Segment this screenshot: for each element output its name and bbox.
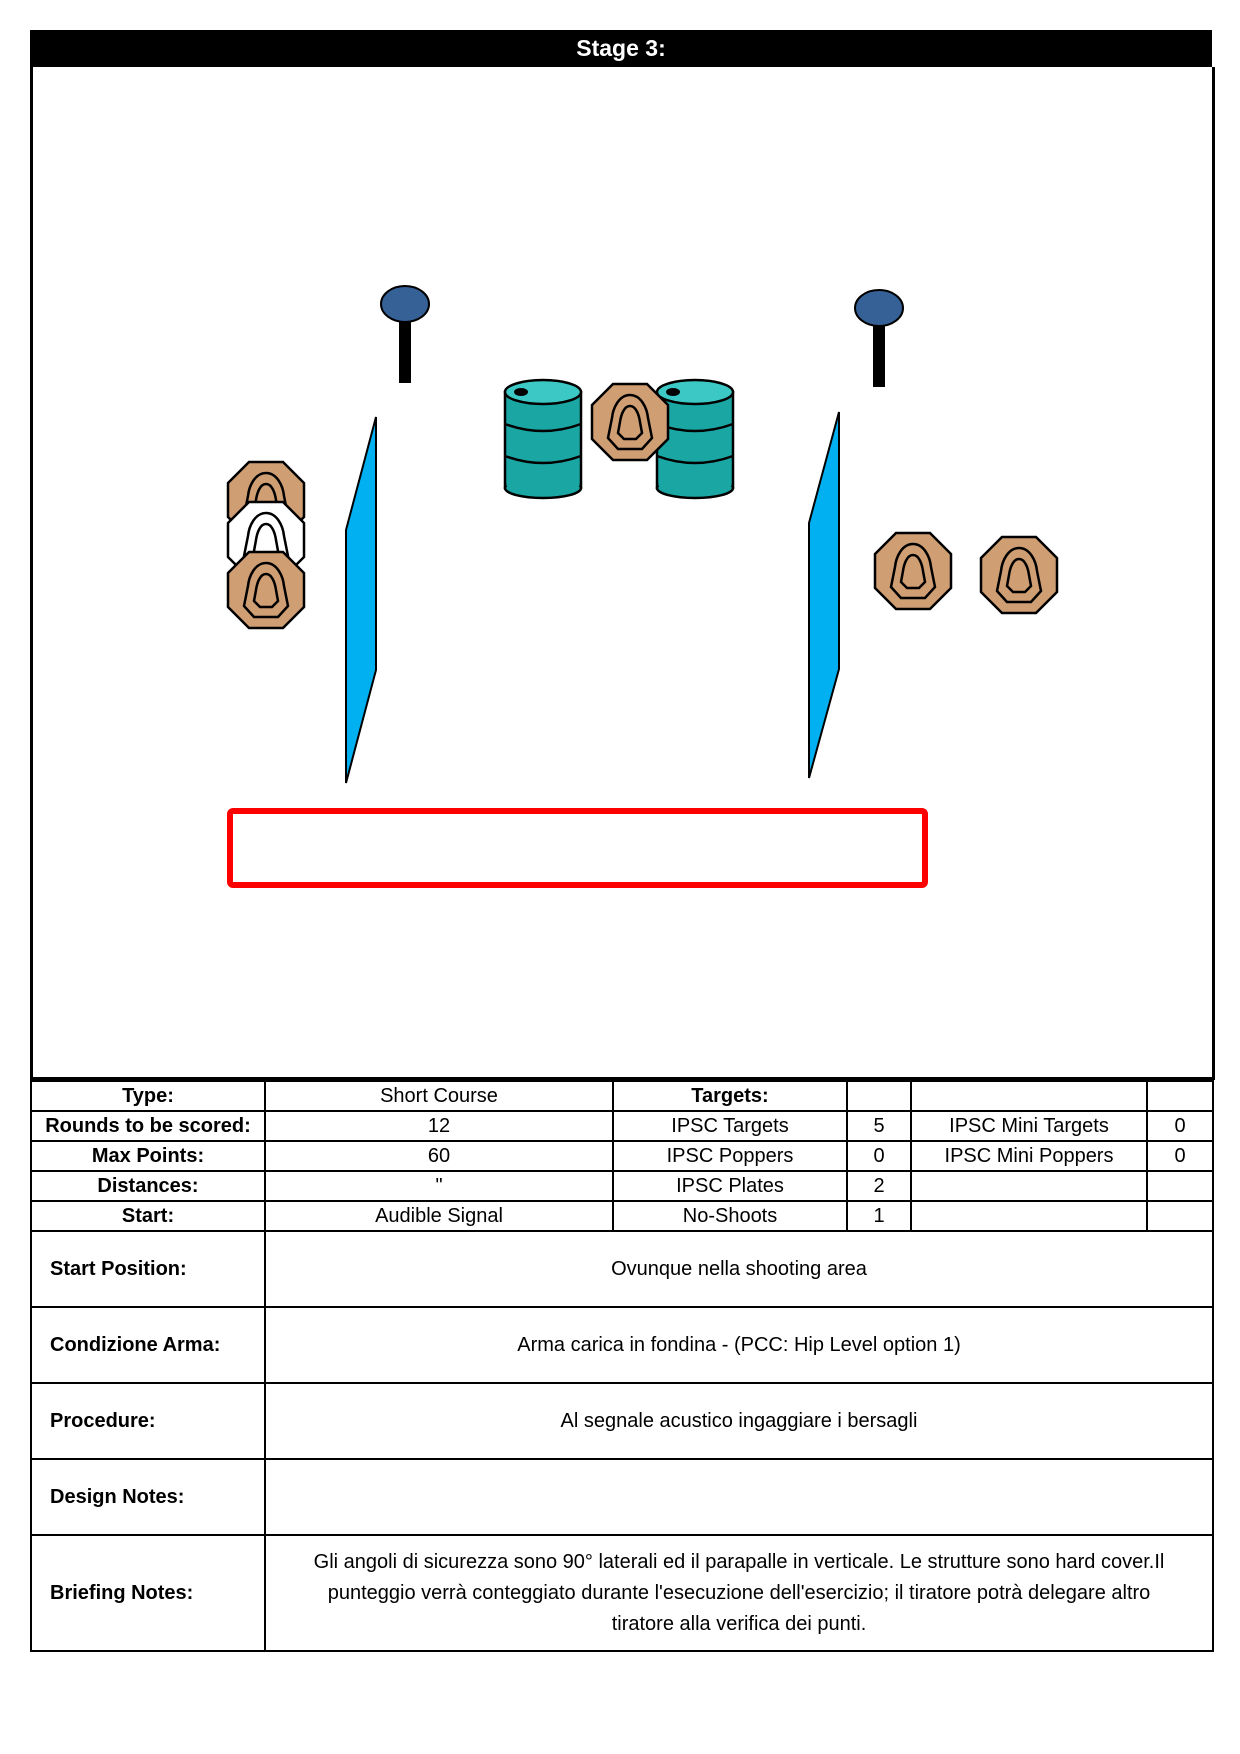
type-value: Short Course [265,1081,613,1111]
start-label: Start: [31,1201,265,1231]
ipsc-poppers-label: IPSC Poppers [613,1141,847,1171]
mini-poppers-value: 0 [1147,1141,1213,1171]
start-value: Audible Signal [265,1201,613,1231]
wall-icon [346,417,376,783]
condizione-value: Arma carica in fondina - (PCC: Hip Level option 1) [265,1307,1213,1383]
table-row [31,1383,1213,1459]
start-position-label: Start Position: [31,1231,265,1307]
targets-label: Targets: [613,1081,847,1111]
steel-plate-icon [855,290,903,387]
rounds-value: 12 [265,1111,613,1141]
barrel-icon [505,380,581,498]
stage-diagram [30,67,1215,1080]
stage-info-table [30,1080,1214,1232]
table-row [31,1231,1213,1307]
ipsc-plates-value: 2 [847,1171,911,1201]
procedure-value: Al segnale acustico ingaggiare i bersagli [265,1383,1213,1459]
table-row [31,1459,1213,1535]
ipsc-target-icon [875,533,951,609]
table-row [31,1201,1213,1231]
start-position-value: Ovunque nella shooting area [265,1231,1213,1307]
shooting-area [230,811,925,885]
ipsc-poppers-value: 0 [847,1141,911,1171]
briefing-notes-value: Gli angoli di sicurezza sono 90° laterali ed il parapalle in verticale. Le strutture sono hard cover.Il punteggio verrà conteggiato durante l'esecuzione dell'esercizio; il tiratore potrà delegare altro tiratore alla verifica dei punti. [265,1535,1213,1651]
mini-targets-value: 0 [1147,1111,1213,1141]
steel-plate-icon [381,286,429,383]
distances-label: Distances: [31,1171,265,1201]
ipsc-target-icon [228,552,304,628]
design-notes-value [265,1459,1213,1535]
mini-targets-label: IPSC Mini Targets [911,1111,1147,1141]
stage-notes-table [30,1230,1214,1652]
no-shoots-label: No-Shoots [613,1201,847,1231]
ipsc-targets-value: 5 [847,1111,911,1141]
table-row [31,1081,1213,1111]
ipsc-plates-label: IPSC Plates [613,1171,847,1201]
procedure-label: Procedure: [31,1383,265,1459]
distances-value: " [265,1171,613,1201]
mini-poppers-label: IPSC Mini Poppers [911,1141,1147,1171]
maxpoints-label: Max Points: [31,1141,265,1171]
table-row [31,1535,1213,1651]
condizione-label: Condizione Arma: [31,1307,265,1383]
ipsc-target-icon [981,537,1057,613]
briefing-notes-label: Briefing Notes: [31,1535,265,1651]
rounds-label: Rounds to be scored: [31,1111,265,1141]
type-label: Type: [31,1081,265,1111]
stage-title: Stage 3: [30,30,1212,67]
ipsc-target-icon [592,384,668,460]
wall-icon [809,412,839,778]
no-shoots-value: 1 [847,1201,911,1231]
design-notes-label: Design Notes: [31,1459,265,1535]
table-row [31,1171,1213,1201]
table-row [31,1111,1213,1141]
maxpoints-value: 60 [265,1141,613,1171]
table-row [31,1307,1213,1383]
ipsc-targets-label: IPSC Targets [613,1111,847,1141]
table-row [31,1141,1213,1171]
